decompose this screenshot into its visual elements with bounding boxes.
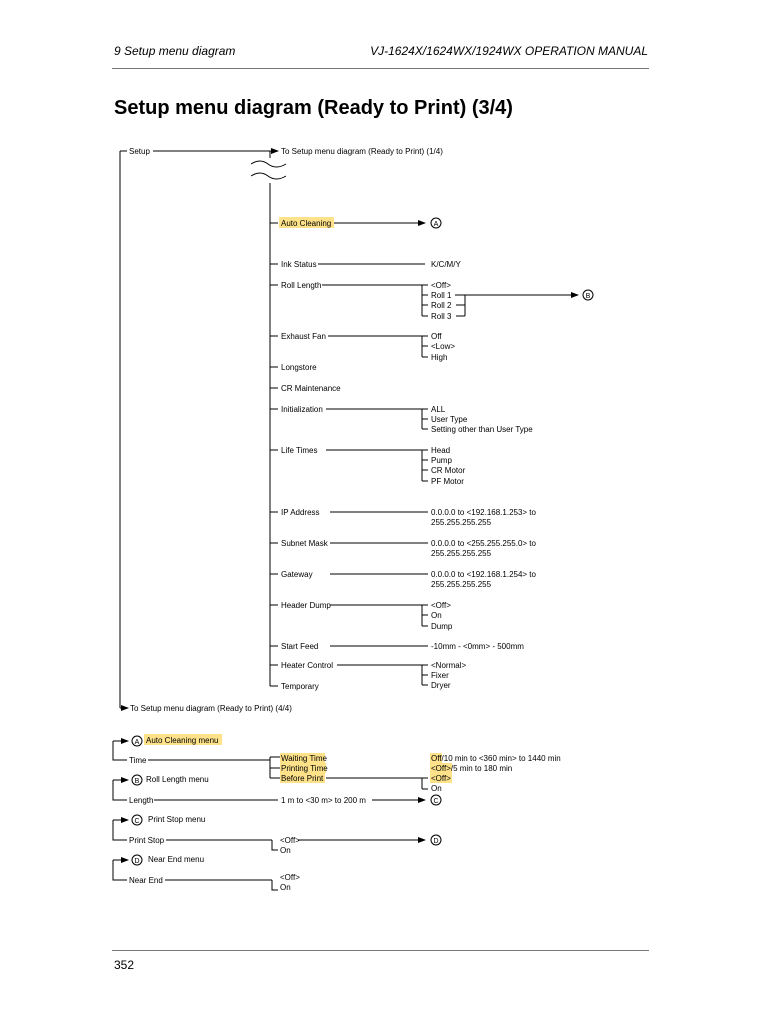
node-longstore: Longstore	[281, 363, 317, 372]
option-heater-fixer: Fixer	[431, 671, 449, 680]
rl-node-length: Length	[129, 796, 154, 805]
marker-b-icon: B	[585, 293, 591, 300]
subnet-range-line2: 255.255.255.255	[431, 549, 492, 558]
marker-b-icon: B	[134, 778, 140, 785]
node-roll-length: Roll Length	[281, 281, 322, 290]
option-fan-low: <Low>	[431, 342, 456, 351]
ne-option-off: <Off>	[280, 873, 300, 882]
node-auto-cleaning: Auto Cleaning	[281, 219, 332, 228]
link-to-next-diagram: To Setup menu diagram (Ready to Print) (4/4)	[130, 704, 292, 713]
ac-item-before-print: Before Print	[281, 774, 324, 783]
option-life-pf-motor: PF Motor	[431, 477, 464, 486]
marker-c-icon: C	[134, 818, 140, 825]
ac-item-waiting-time: Waiting Time	[281, 754, 327, 763]
marker-a-icon: A	[433, 221, 439, 228]
option-life-pump: Pump	[431, 456, 452, 465]
node-setup: Setup	[129, 147, 150, 156]
footer-rule	[112, 950, 649, 951]
node-ip-address: IP Address	[281, 508, 320, 517]
marker-d-icon: D	[433, 838, 439, 845]
option-dump-off: <Off>	[431, 601, 451, 610]
ip-range-line2: 255.255.255.255	[431, 518, 492, 527]
ne-option-on: On	[280, 883, 291, 892]
ps-option-on: On	[280, 846, 291, 855]
ps-option-off: <Off>	[280, 836, 300, 845]
option-fan-high: High	[431, 353, 448, 362]
ink-status-value: K/C/M/Y	[431, 260, 461, 269]
marker-c-icon: C	[433, 798, 439, 805]
ps-menu-title: Print Stop menu	[148, 815, 206, 824]
option-roll-3: Roll 3	[431, 312, 452, 321]
option-dump-on: On	[431, 611, 442, 620]
node-heater-control: Heater Control	[281, 661, 334, 670]
option-dump-dump: Dump	[431, 622, 453, 631]
node-start-feed: Start Feed	[281, 642, 319, 651]
node-ink-status: Ink Status	[281, 260, 317, 269]
start-feed-range: -10mm - <0mm> - 500mm	[431, 642, 524, 651]
option-roll-2: Roll 2	[431, 301, 452, 310]
option-roll-off: <Off>	[431, 281, 451, 290]
gateway-range-line2: 255.255.255.255	[431, 580, 492, 589]
option-init-other: Setting other than User Type	[431, 425, 533, 434]
gateway-range-line1: 0.0.0.0 to <192.168.1.254> to	[431, 570, 536, 579]
link-to-previous-diagram: To Setup menu diagram (Ready to Print) (1/4)	[281, 147, 443, 156]
ac-before-off: <Off>	[431, 774, 451, 783]
option-init-user-type: User Type	[431, 415, 468, 424]
marker-d-icon: D	[134, 858, 140, 865]
option-heater-dryer: Dryer	[431, 681, 451, 690]
option-init-all: ALL	[431, 405, 446, 414]
page-number: 352	[114, 958, 135, 972]
ps-node-print-stop: Print Stop	[129, 836, 165, 845]
subnet-range-line1: 0.0.0.0 to <255.255.255.0> to	[431, 539, 536, 548]
ip-range-line1: 0.0.0.0 to <192.168.1.253> to	[431, 508, 536, 517]
node-exhaust-fan: Exhaust Fan	[281, 332, 326, 341]
node-initialization: Initialization	[281, 405, 323, 414]
option-fan-off: Off	[431, 332, 442, 341]
node-cr-maintenance: CR Maintenance	[281, 384, 341, 393]
option-life-cr-motor: CR Motor	[431, 466, 466, 475]
option-life-head: Head	[431, 446, 451, 455]
ne-menu-title: Near End menu	[148, 855, 205, 864]
node-gateway: Gateway	[281, 570, 313, 579]
ac-printing-range: <Off>/5 min to 180 min	[431, 764, 513, 773]
option-roll-1: Roll 1	[431, 291, 452, 300]
marker-a-icon: A	[134, 739, 140, 746]
ac-menu-title: Auto Cleaning menu	[146, 736, 219, 745]
ac-before-on: On	[431, 784, 442, 793]
node-subnet-mask: Subnet Mask	[281, 539, 328, 548]
option-heater-normal: <Normal>	[431, 661, 467, 670]
ac-node-time: Time	[129, 756, 147, 765]
header-manual-title: VJ-1624X/1624WX/1924WX OPERATION MANUAL	[370, 44, 648, 58]
ne-node-near-end: Near End	[129, 876, 163, 885]
rl-range: 1 m to <30 m> to 200 m	[281, 796, 366, 805]
node-temporary: Temporary	[281, 682, 319, 691]
node-header-dump: Header Dump	[281, 601, 331, 610]
ac-item-printing-time: Printing Time	[281, 764, 328, 773]
header-section: 9 Setup menu diagram	[114, 44, 236, 58]
rl-menu-title: Roll Length menu	[146, 775, 209, 784]
ac-waiting-range: Off/10 min to <360 min> to 1440 min	[431, 754, 561, 763]
page-title: Setup menu diagram (Ready to Print) (3/4)	[114, 97, 513, 119]
node-life-times: Life Times	[281, 446, 318, 455]
